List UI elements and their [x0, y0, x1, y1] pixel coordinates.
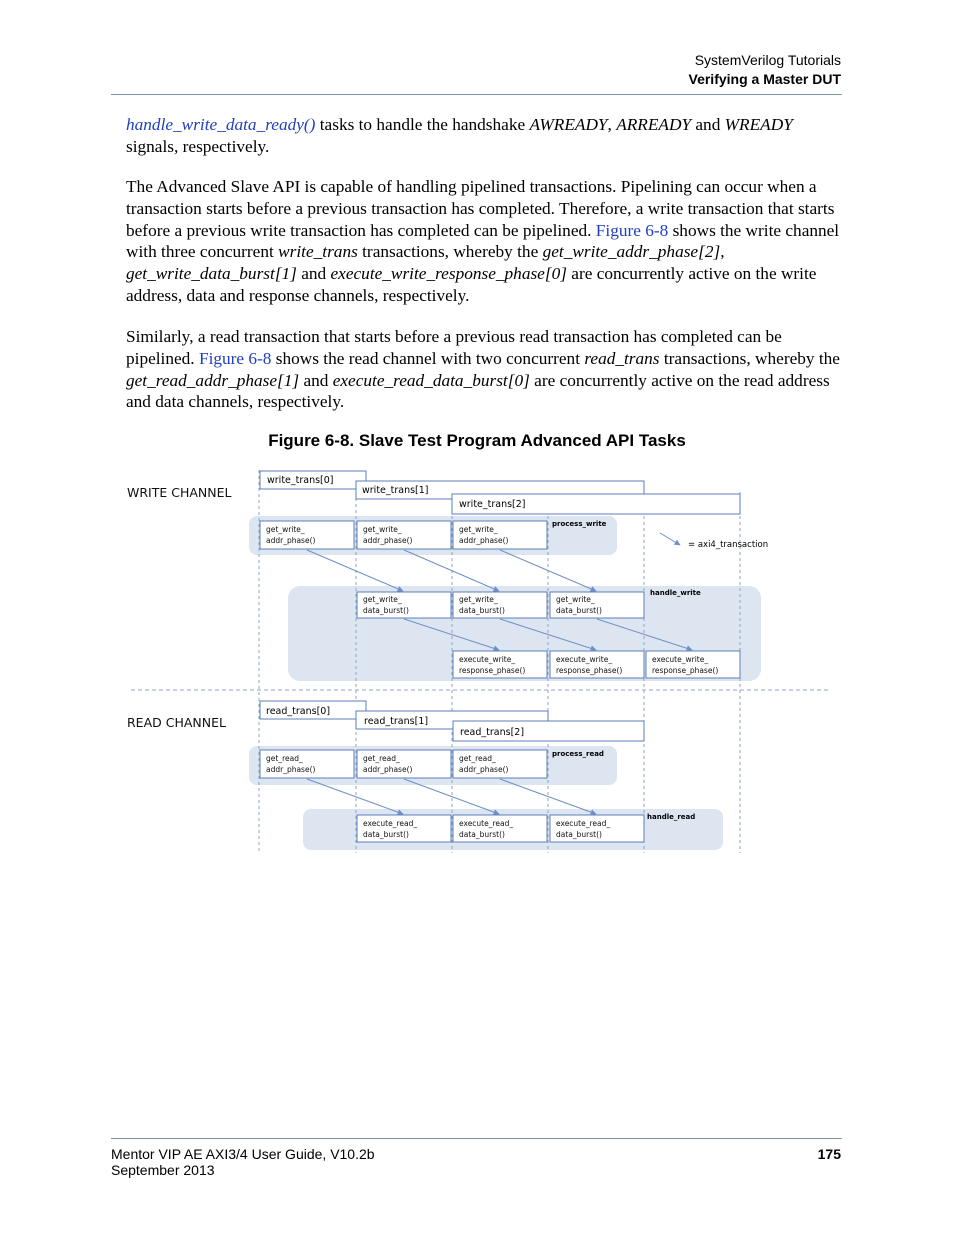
paragraph-read-pipelining: Similarly, a read transaction that starts before a previous read transaction has completed can be pipelined. Figure 6-8 shows the read channel with two concurrent read_trans transactions, whereby the get_read_addr_phase[1] and execute_read_data_burst[0] are concurrently active on the read address and data channels, respectively. — [126, 327, 840, 412]
footer-title: Mentor VIP AE AXI3/4 User Guide, V10.2b — [111, 1146, 375, 1162]
write-resp-text: response_phase() — [459, 666, 526, 675]
figure-link[interactable]: Figure 6-8 — [595, 220, 669, 240]
legend-text: = axi4_transaction — [688, 540, 769, 550]
read-data-text: execute_read_ — [556, 819, 611, 828]
write-data-text: get_write_ — [556, 595, 595, 604]
write-addr-text: get_write_ — [266, 525, 305, 534]
read-addr-text: get_read_ — [363, 754, 400, 763]
running-header-section: SystemVerilog Tutorials — [694, 52, 841, 68]
write-addr-text: addr_phase() — [266, 536, 316, 545]
write-addr-text: addr_phase() — [459, 536, 509, 545]
paragraph-handshake: handle_write_data_ready() tasks to handle the handshake AWREADY, ARREADY and WREADY signals, respectively. — [126, 115, 793, 156]
write-resp-text: execute_write_ — [459, 655, 516, 664]
read-data-text: data_burst() — [363, 830, 409, 839]
page-number: 175 — [817, 1146, 841, 1162]
read-trans-1-label: read_trans[1] — [364, 716, 429, 727]
write-data-text: get_write_ — [363, 595, 402, 604]
read-trans-2-label: read_trans[2] — [460, 727, 525, 738]
write-resp-text: response_phase() — [652, 666, 719, 675]
handle-write-label: handle_write — [650, 589, 701, 597]
read-addr-text: get_read_ — [266, 754, 303, 763]
write-data-text: data_burst() — [459, 606, 505, 615]
process-write-label: process_write — [552, 520, 607, 528]
figure-caption: Figure 6-8. Slave Test Program Advanced API Tasks — [268, 431, 686, 450]
running-header-subsection: Verifying a Master DUT — [688, 71, 841, 87]
write-trans-1-label: write_trans[1] — [362, 485, 429, 496]
write-data-text: data_burst() — [363, 606, 409, 615]
write-data-text: get_write_ — [459, 595, 498, 604]
write-data-text: data_burst() — [556, 606, 602, 615]
read-trans-0-label: read_trans[0] — [266, 706, 331, 717]
write-trans-2-label: write_trans[2] — [459, 499, 526, 510]
figure-link[interactable]: Figure 6-8 — [198, 348, 272, 368]
code-link[interactable]: handle_write_data_ready() — [126, 115, 316, 134]
write-addr-text: get_write_ — [459, 525, 498, 534]
read-data-text: data_burst() — [556, 830, 602, 839]
handle-read-label: handle_read — [647, 813, 696, 821]
process-read-label: process_read — [552, 750, 604, 758]
write-trans-0-label: write_trans[0] — [267, 475, 334, 486]
write-channel-label: WRITE CHANNEL — [127, 485, 232, 500]
write-resp-text: response_phase() — [556, 666, 623, 675]
read-addr-text: addr_phase() — [363, 765, 413, 774]
paragraph-write-pipelining: The Advanced Slave API is capable of handling pipelined transactions. Pipelining can occur when a transaction starts before a previous transaction has completed. Therefore, a write transaction that starts before a previous write transaction has completed can be pipelined. Figure 6-8 shows the write channel with three concurrent write_trans transactions, whereby the get_write_addr_phase[2], get_write_data_burst[1] and execute_write_response_phase[0] are concurrently active on the write address, data and response channels, respectively. — [126, 177, 840, 305]
read-data-text: execute_read_ — [459, 819, 514, 828]
footer-rule — [111, 1138, 842, 1139]
legend-arrow — [660, 533, 680, 545]
read-addr-text: addr_phase() — [266, 765, 316, 774]
read-channel-label: READ CHANNEL — [127, 715, 226, 730]
write-resp-text: execute_write_ — [652, 655, 709, 664]
read-addr-text: get_read_ — [459, 754, 496, 763]
write-flow-arrow — [307, 550, 403, 591]
write-resp-text: execute_write_ — [556, 655, 613, 664]
write-addr-text: addr_phase() — [363, 536, 413, 545]
write-addr-text: get_write_ — [363, 525, 402, 534]
read-data-text: execute_read_ — [363, 819, 418, 828]
read-addr-text: addr_phase() — [459, 765, 509, 774]
footer-date: September 2013 — [111, 1162, 215, 1178]
read-data-text: data_burst() — [459, 830, 505, 839]
